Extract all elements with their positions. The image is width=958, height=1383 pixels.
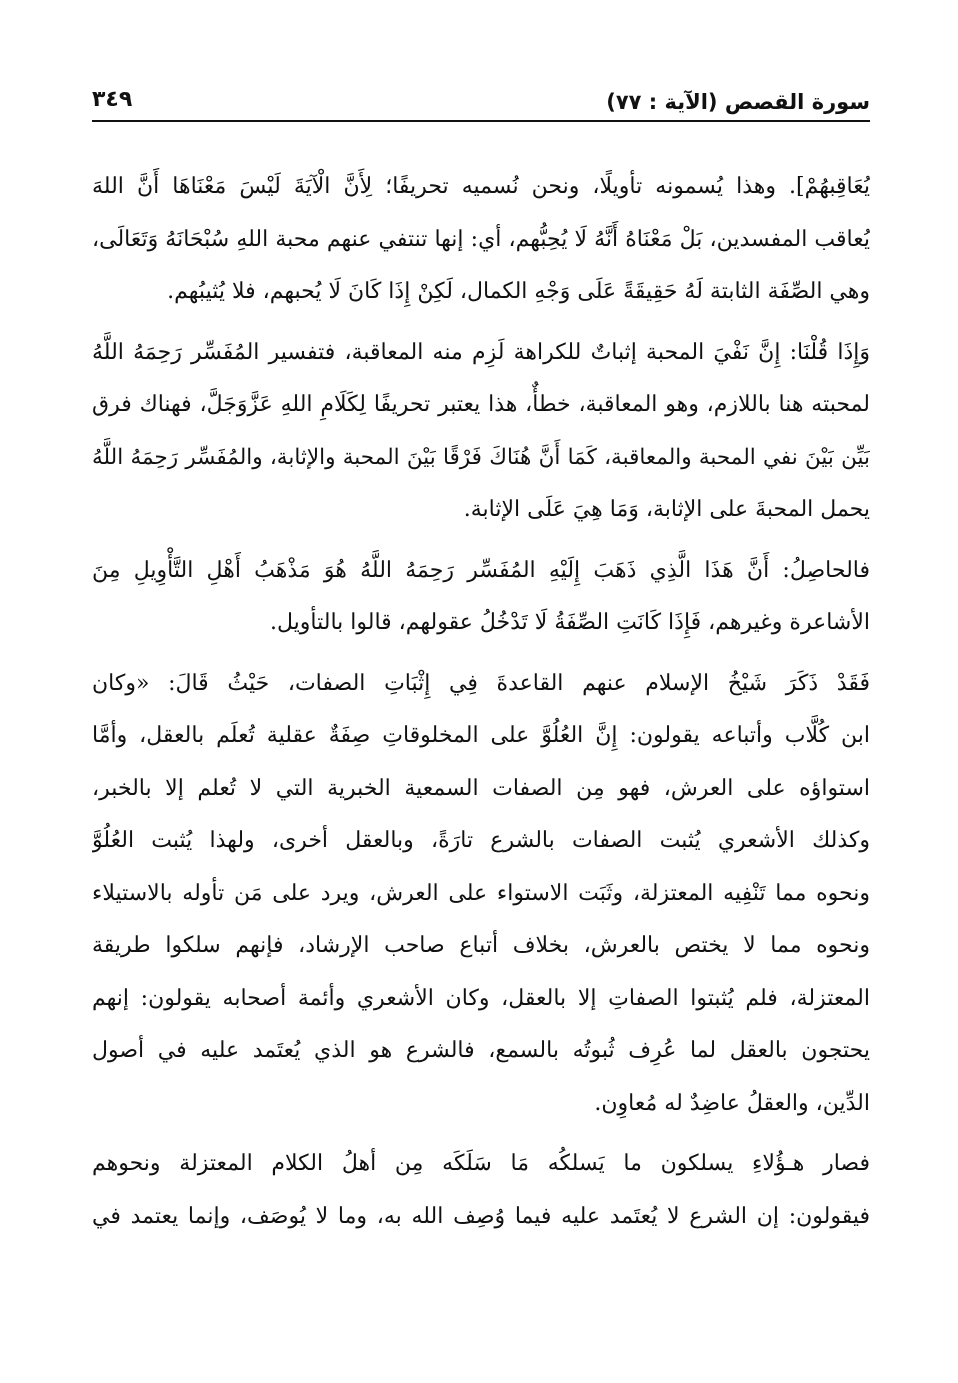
chapter-title: سورة القصص (الآية : ٧٧) — [606, 90, 870, 114]
text-line: ابن كُلَّاب وأتباعه يقولون: إِنَّ العُلُوَّ على المخلوقاتِ صِفَةٌ عقلية تُعلَم بالعقل، وأمَّا — [92, 723, 870, 748]
text-line: ونحوه مما تَنْفِيه المعتزلة، وثَبَت الاستواء على العرش، ويرد على مَن تأوله بالاستيلاء — [92, 880, 870, 906]
text-line: ونحوه مما لا يختص بالعرش، بخلاف أتباع صاحب الإرشاد، فإنهم سلكوا طريقة — [92, 933, 870, 958]
text-line: الأشاعرة وغيرهم، فَإِذَا كَانَتِ الصِّفَةُ لَا تَدْخُلُ عقولهم، قالوا بالتأويل. — [270, 610, 870, 635]
text-line: فصار هـؤُلاءِ يسلكون ما يَسلكُه مَا سَلَكَه مِن أهلُ الكلام المعتزلة ونحوهم — [92, 1151, 870, 1176]
paragraph — [92, 1138, 870, 1243]
paragraph — [92, 545, 870, 650]
paragraph — [92, 658, 870, 1131]
text-line: فالحاصِلُ: أَنَّ هَذَا الَّذِي ذَهَبَ إِلَيْهِ المُفَسِّر رَحِمَهُ اللَّهُ هُوَ مَذْهَبُ أَهْلِ التَّأْوِيلِ مِنَ — [92, 557, 870, 583]
text-line: وَإِذَا قُلْنَا: إِنَّ نَفْيَ المحبة إثباتٌ للكراهة لَزِم منه المعاقبة، فتفسير المُفَسِّر رَحِمَهُ اللَّهُ — [92, 339, 870, 365]
text-line: الدِّين، والعقلُ عاضِدٌ له مُعاوِن. — [594, 1090, 870, 1116]
text-line: وكذلك الأشعري يُثبت الصفات بالشرع تارَةً، وبالعقل أخرى، ولهذا يُثبت العُلُوَّ — [92, 828, 870, 853]
text-line: استواؤه على العرش، فهو مِن الصفات السمعية الخبرية التي لا تُعلم إلا بالخبر، — [92, 775, 870, 801]
text-line: يُعاقب المفسدين، بَلْ مَعْنَاهُ أَنَّهُ لَا يُحِبُّهم، أي: إنها تنتفي عنهم محبة اللهِ سُبْحَانَهُ وَتَعَالَى، — [92, 226, 870, 252]
page-body — [92, 161, 870, 1251]
text-line: المعتزلة، فلم يُثبتوا الصفاتِ إلا بالعقل، وكان الأشعري وأئمة أصحابه يقولون: إنهم — [92, 985, 870, 1011]
page-number: ٣٤٩ — [92, 87, 133, 112]
text-line: وهي الصِّفَة الثابتة لَهُ حَقِيقَةً عَلَى وَجْهِ الكمال، لَكِنْ إِذَا كَانَ لَا يُحبهم، فلا يُثيبُهم. — [167, 279, 870, 304]
running-header — [92, 86, 870, 116]
text-line: فيقولون: إن الشرع لا يُعتَمد عليه فيما وُصِف الله به، وما لا يُوصَف، وإنما يعتمد في — [92, 1203, 870, 1229]
text-line: بَيِّن بَيْنَ نفي المحبة والمعاقبة، كَمَا أَنَّ هُنَاكَ فَرْقًا بَيْنَ المحبة والإثابة، والمُفَسِّر رَحِمَهُ اللَّهُ — [92, 444, 870, 470]
text-line: يحمل المحبةَ على الإثابة، وَمَا هِيَ عَلَى الإثابة. — [463, 497, 870, 522]
text-line: يحتجون بالعقل لما عُرِف ثُبوتُه بالسمع، فالشرع هو الذي يُعتَمد عليه في أصول — [92, 1038, 870, 1063]
text-line: فَقَدْ ذَكَرَ شَيْخُ الإسلام عنهم القاعدةَ فِي إِثْبَاتِ الصفات، حَيْثُ قَالَ: «وكان — [92, 670, 870, 696]
paragraph — [92, 327, 870, 537]
paragraph — [92, 161, 870, 319]
header-divider — [92, 120, 870, 122]
text-line: لمحبته هنا باللازم، وهو المعاقبة، خطأٌ، هذا يعتبر تحريفًا لِكَلَامِ اللهِ عَزَّوَجَلَّ، فهناك فرق — [92, 392, 870, 417]
text-line: يُعَاقِبهُمْ]. وهذا يُسمونه تأويلًا، ونحن نُسميه تحريفًا؛ لِأَنَّ الْآيَةَ لَيْسَ مَعْنَاهَا أَنَّ اللهَ — [92, 174, 870, 199]
